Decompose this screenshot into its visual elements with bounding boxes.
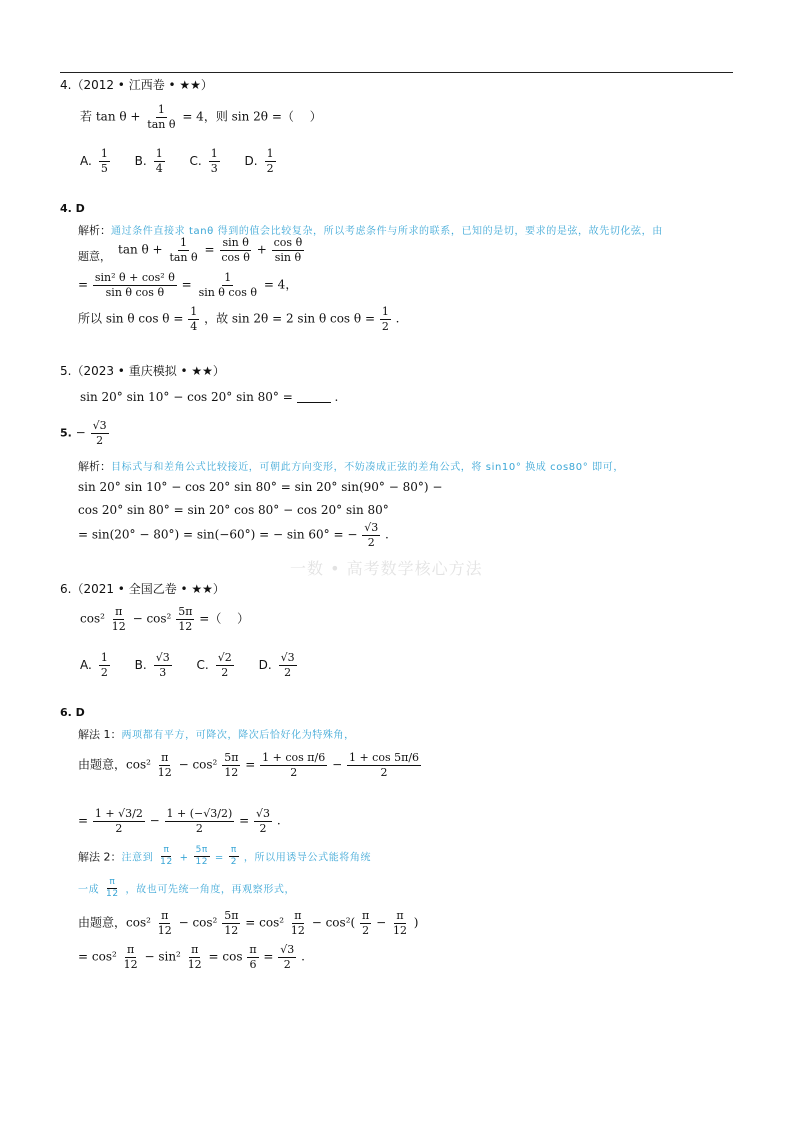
q6-option-a: A. $\frac{1}{2}$ (80, 651, 108, 679)
q4-option-b: B. $\frac{1}{4}$ (134, 147, 163, 175)
q4-stem-eq: = 4，则 sin 2θ =（ ） (182, 109, 322, 124)
q4-stem-pre: 若 (80, 109, 93, 124)
q4-solution-note: 通过条件直接求 tanθ 得到的值会比较复杂，所以考虑条件与所求的联系，已知的是切，要求的是弦，故先切化弦，由 (111, 226, 663, 237)
q4-header: 4.（2012 • 江西卷 • ★★） (60, 78, 213, 92)
q5-solution-line-2: cos 20° sin 80° = sin 20° cos 80° − cos 20° sin 80° (78, 503, 389, 517)
q5-solution-text: 解析：目标式与和差角公式比较接近，可朝此方向变形，不妨凑成正弦的差角公式，将 sin10° 换成 cos80° 即可， (78, 460, 624, 473)
q4-answer: 4. D (60, 202, 85, 215)
q4-option-d: D. $\frac{1}{2}$ (244, 147, 274, 175)
q6-header: 6.（2021 • 全国乙卷 • ★★） (60, 582, 225, 596)
q5-stem: sin 20° sin 10° − cos 20° sin 80° = . (80, 390, 339, 404)
q4-option-c: C. $\frac{1}{3}$ (189, 147, 218, 175)
q6-method-1-line-2: = $\frac{1 + √3/2}{2}$ − $\frac{1 + (-√3/2)}{2}$ = $\frac{√3}{2}$ . (78, 807, 281, 835)
q4-option-a: A. $\frac{1}{5}$ (80, 147, 108, 175)
q4-stem (80, 104, 322, 130)
q4-solution-text-2: 题意， (78, 250, 111, 263)
q4-stem-tan: tan θ + (95, 109, 141, 124)
q5-solution-line-1: sin 20° sin 10° − cos 20° sin 80° = sin 20° sin(90° − 80°) − (78, 480, 443, 494)
q6-method-2-text-2: 一成 $\frac{\pi}{12}$ ，故也可先统一角度，再观察形式， (78, 877, 296, 900)
q6-answer: 6. D (60, 706, 85, 719)
q6-option-d: D. $\frac{√3}{2}$ (258, 651, 295, 679)
q5-blank[interactable] (297, 392, 331, 403)
q6-option-c: C. $\frac{√2}{2}$ (196, 651, 232, 679)
q6-method-2-line-1: 由题意，cos² $\frac{\pi}{12}$ − cos² $\frac{5\pi}{12}$ = cos² $\frac{\pi}{12}$ − cos²( $\frac{\pi}{2}$ − $\frac{\pi}{12}$ ) (78, 909, 419, 937)
q6-options (80, 652, 318, 678)
q6-method-1-text: 解法 1：两项都有平方，可降次，降次后恰好化为特殊角， (78, 728, 355, 741)
q4-solution-line-1: tan θ + $\frac{1}{\text{tan θ}}$ = $\frac{\text{sin θ}}{\text{cos θ}}$ + $\frac{\text{cos θ}}{\text{sin θ}}$ (118, 236, 303, 264)
q4-solution-line-2: = $\frac{\text{sin² θ + cos² θ}}{\text{sin θ cos θ}}$ = $\frac{1}{\text{sin θ cos θ}}$ = 4， (78, 271, 298, 299)
q4-options (80, 148, 297, 174)
q6-option-b: B. $\frac{√3}{3}$ (134, 651, 170, 679)
q6-method-1-line-1: 由题意，cos² $\frac{\pi}{12}$ − cos² $\frac{5\pi}{12}$ = $\frac{\text{1 + cos π/6}}{2}$ − $\frac{1 + \cos 5\pi/6}{2}$ (78, 751, 420, 779)
q4-solution-line-3: 所以 sin θ cos θ = $\frac{1}{4}$ ，故 sin 2θ = 2 sin θ cos θ = $\frac{1}{2}$ . (78, 305, 400, 333)
q5-answer: 5. − $\frac{√3}{2}$ (60, 419, 107, 447)
q4-solution-label: 解析： (78, 224, 111, 237)
q5-header: 5.（2023 • 重庆模拟 • ★★） (60, 364, 225, 378)
q4-stem-fraction: $\frac{1}{\text{tan θ}}$ (147, 103, 176, 131)
top-rule (60, 72, 733, 73)
watermark: 一数 • 高考数学核心方法 (290, 559, 483, 578)
q5-solution-line-3: = sin(20° − 80°) = sin(−60°) = − sin 60° = − $\frac{√3}{2}$ . (78, 521, 389, 549)
q6-stem: cos² $\frac{\pi}{12}$ − cos² $\frac{5\pi}{12}$ =（ ） (80, 605, 250, 633)
q6-method-2-text-1: 解法 2：注意到 $\frac{\pi}{12}$ + $\frac{5\pi}{12}$ = $\frac{\pi}{2}$ ，所以用诱导公式能将角统 (78, 845, 372, 868)
q6-method-2-line-2: = cos² $\frac{\pi}{12}$ − sin² $\frac{\pi}{12}$ = cos $\frac{\pi}{6}$ = $\frac{√3}{2}$ . (78, 943, 305, 971)
